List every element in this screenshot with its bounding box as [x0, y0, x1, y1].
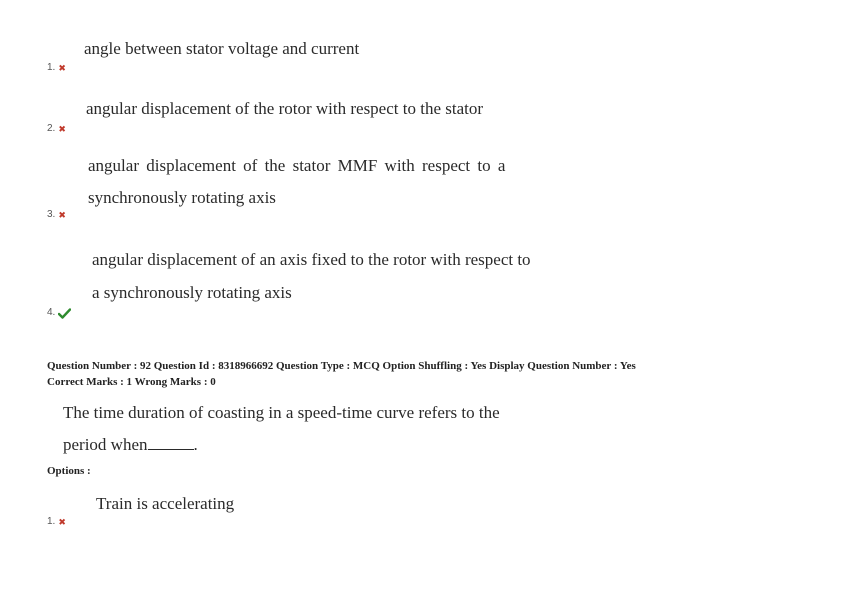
cross-icon: ✖: [58, 517, 66, 527]
question-text-line2-end: .: [193, 435, 198, 454]
question-meta-line2: Correct Marks : 1 Wrong Marks : 0: [47, 376, 216, 388]
question-text-line2-start: period when: [63, 435, 148, 454]
cross-icon: ✖: [58, 210, 66, 220]
cross-icon: ✖: [58, 124, 66, 134]
answer-blank: [148, 435, 194, 450]
prev-option-2-text: angular displacement of the rotor with respect to the stator: [86, 99, 484, 118]
question-text-line2: [63, 435, 198, 455]
question-meta-line1: Question Number : 92 Question Id : 8318966692 Question Type : MCQ Option Shuffling : Yes Display Question Number : Yes: [47, 360, 636, 372]
question-text-line1: The time duration of coasting in a speed-time curve refers to the: [63, 403, 500, 422]
options-label: Options :: [47, 465, 91, 477]
prev-option-4-text-line2: a synchronously rotating axis: [92, 283, 292, 302]
prev-option-3-marker: [47, 209, 66, 221]
prev-option-4-text-line1: angular displacement of an axis fixed to the rotor with respect to: [92, 250, 531, 269]
current-option-1-marker: [47, 516, 66, 528]
check-icon: [58, 308, 71, 319]
option-number: 4.: [47, 307, 56, 318]
prev-option-2-marker: [47, 123, 66, 135]
prev-option-1-marker: [47, 62, 66, 74]
option-number: 1.: [47, 62, 56, 73]
prev-option-4-marker: [47, 307, 71, 319]
current-option-1-text: Train is accelerating: [96, 494, 235, 513]
prev-option-1-text: angle between stator voltage and current: [84, 39, 360, 58]
option-number: 1.: [47, 516, 56, 527]
prev-option-3-text-line2: synchronously rotating axis: [88, 188, 276, 207]
prev-option-3-text-line1: angular displacement of the stator MMF with respect to a: [88, 156, 506, 175]
cross-icon: ✖: [58, 63, 66, 73]
option-number: 3.: [47, 209, 56, 220]
option-number: 2.: [47, 123, 56, 134]
